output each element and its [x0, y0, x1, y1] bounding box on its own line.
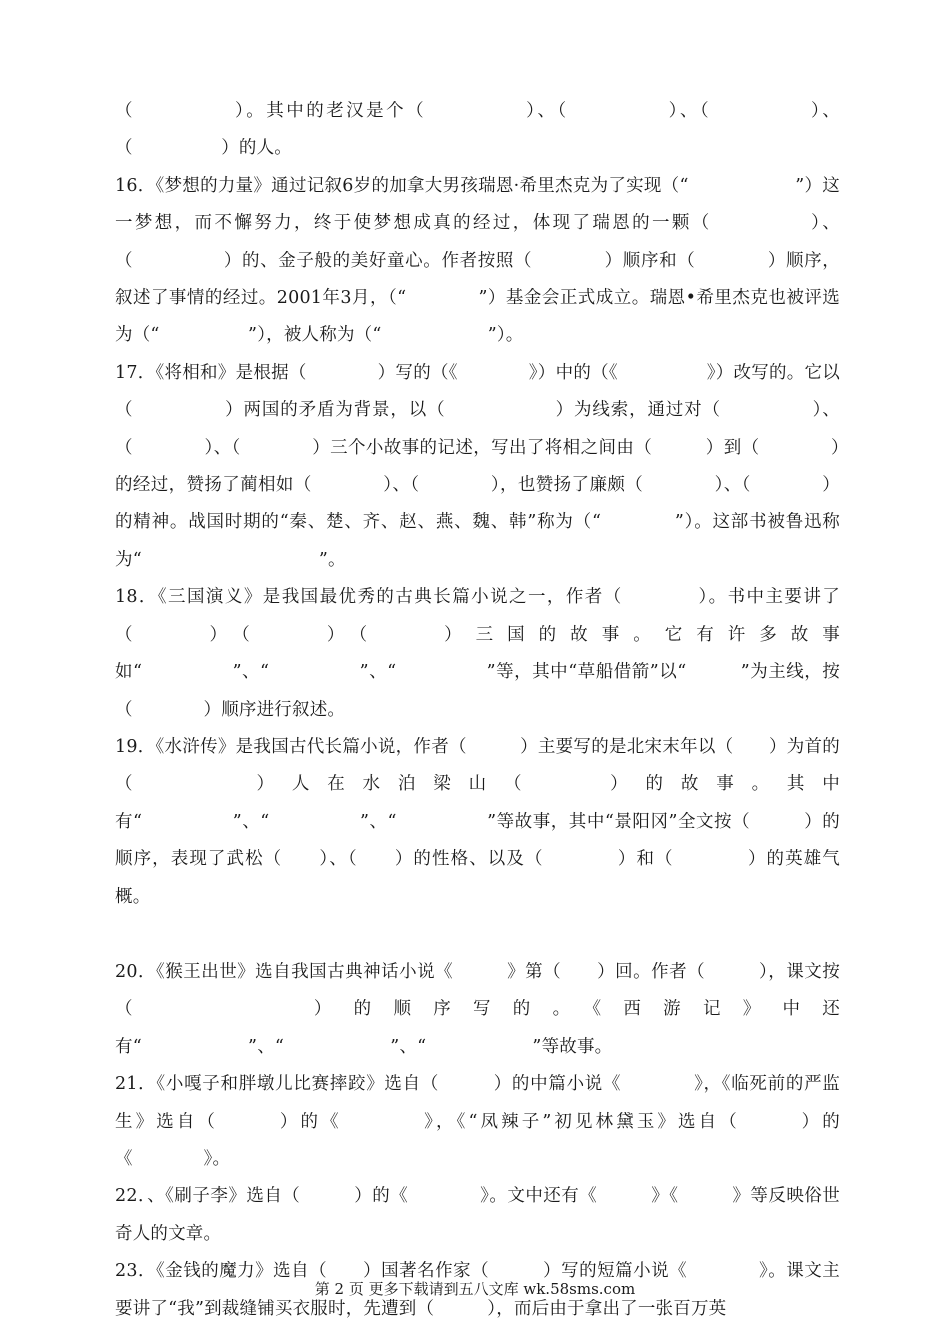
question-23: 23．《金钱的魔力》选自（ ）国著名作家（ ）写的短篇小说《 》。课文主要讲了“我”到裁缝铺买衣服时，先遭到（ ），而后由于拿出了一张百万英	[115, 1261, 840, 1319]
question-22: 22．、《刷子李》选自（ ）的《 》。文中还有《 》《 》等反映俗世奇人的文章。	[115, 1186, 840, 1244]
question-20: 20．《猴王出世》选自我国古典神话小说《 》第（ ）回。作者（ ），课文按（ ）的顺序写的。《西游记》中还有“ ”、“ ”、“ ”等故事。	[115, 961, 840, 1057]
page-footer: 第 2 页 更多下载请到五八文库 wk.58sms.com	[314, 1280, 636, 1298]
question-17: 17．《将相和》是根据（ ）写的（《 》）中的（《 》）改写的。它以（ ）两国的矛盾为背景，以（ ）为线索，通过对（ ）、（ ）、（ ）三个小故事的记述，写出了将相之间由（ ）到（ ）的经过，赞扬了蔺相如（ ）、（ ），也赞扬了廉颇（ ）、（ ）的精神。战国时期的“秦、楚、齐、赵、燕、魏、韩”称为（“ ”）。这部书被鲁迅称为“ ”。	[115, 362, 840, 570]
blank-line	[115, 916, 840, 954]
document-body	[115, 93, 840, 1328]
question-19: 19．《水浒传》是我国古代长篇小说，作者（ ）主要写的是北宋末年以（ ）为首的（ ）人在水泊梁山（ ）的故事。其中有“ ”、“ ”、“ ”等故事，其中“景阳冈”全文按（ ）的顺序，表现了武松（ ）、（ ）的性格、以及（ ）和（ ）的英雄气概。	[115, 736, 840, 907]
question-18: 18．《三国演义》是我国最优秀的古典长篇小说之一，作者（ ）。书中主要讲了（ ）（ ）（ ）三国的故事。它有许多故事如“ ”、“ ”、“ ”等，其中“草船借箭”以“ ”为主线，按（ ）顺序进行叙述。	[115, 587, 840, 720]
question-16: 16．《梦想的力量》通过记叙6岁的加拿大男孩瑞恩·希里杰克为了实现（“ ”）这一梦想，而不懈努力，终于使梦想成真的经过，体现了瑞恩的一颗（ ）、（ ）的、金子般的美好童心。作者按照（ ）顺序和（ ）顺序，叙述了事情的经过。2001年3月，（“ ”）基金会正式成立。瑞恩•希里杰克也被评选为（“ ”），被人称为（“ ”）。	[115, 175, 840, 346]
paragraph-15-continued: （ ）。其中的老汉是个（ ）、（ ）、（ ）、（ ）的人。	[115, 101, 840, 159]
question-21: 21．《小嘎子和胖墩儿比赛摔跤》选自（ ）的中篇小说《 》，《临死前的严监生》选自（ ）的《 》，《“凤辣子”初见林黛玉》选自（ ）的《 》。	[115, 1074, 840, 1169]
